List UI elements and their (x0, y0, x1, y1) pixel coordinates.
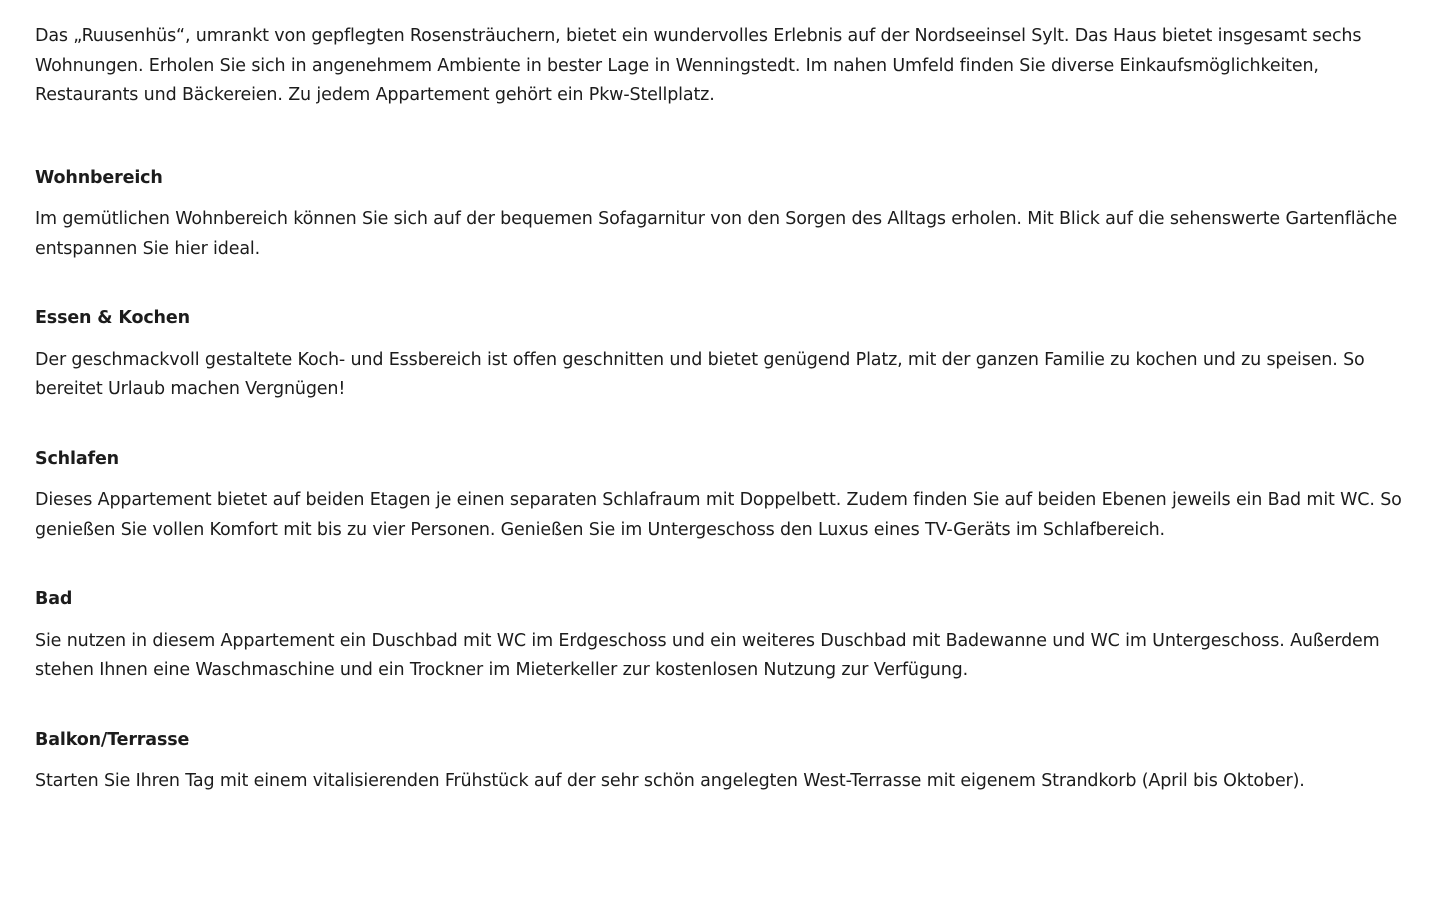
section-heading: Bad (35, 589, 73, 609)
section-wohnbereich (35, 164, 1405, 265)
section-paragraph: Der geschmackvoll gestaltete Koch- und Essbereich ist offen geschnitten und bietet genügend Platz, mit der ganzen Familie zu kochen und zu speisen. So bereitet Urlaub machen Vergnügen! (35, 349, 1365, 399)
section-heading: Essen & Kochen (35, 308, 190, 328)
section-bad (35, 585, 1405, 686)
intro-paragraph: Das „Ruusenhüs“, umrankt von gepflegten Rosensträuchern, bietet ein wundervolles Erlebnis auf der Nordseeinsel Sylt. Das Haus bietet insgesamt sechs Wohnungen. Erholen Sie sich in angenehmem Ambiente in bester Lage in Wenningstedt. Im nahen Umfeld finden Sie diverse Einkaufsmöglichkeiten, Restaurants und Bäckereien. Zu jedem Appartement gehört ein Pkw-Stellplatz. (35, 26, 1362, 105)
section-schlafen (35, 445, 1405, 546)
section-paragraph: Starten Sie Ihren Tag mit einem vitalisierenden Frühstück auf der sehr schön angelegten West-Terrasse mit eigenem Strandkorb (April bis Oktober). (35, 771, 1305, 791)
section-heading: Schlafen (35, 448, 119, 469)
section-balkon-terrasse (35, 726, 1405, 797)
section-heading: Balkon/Terrasse (35, 729, 190, 750)
section-heading: Wohnbereich (35, 167, 163, 188)
section-paragraph: Dieses Appartement bietet auf beiden Etagen je einen separaten Schlafraum mit Doppelbett. Zudem finden Sie auf beiden Ebenen jeweils ein Bad mit WC. So genießen Sie vollen Komfort mit bis zu vier Personen. Genießen Sie im Untergeschoss den Luxus eines TV-Geräts im Schlafbereich. (35, 490, 1402, 540)
section-paragraph: Sie nutzen in diesem Appartement ein Duschbad mit WC im Erdgeschoss und ein weiteres Duschbad mit Badewanne und WC im Untergeschoss. Außerdem stehen Ihnen eine Waschmaschine und ein Trockner im Mieterkeller zur kostenlosen Nutzung zur Verfügung. (35, 630, 1380, 680)
section-essen-kochen (35, 304, 1405, 405)
section-paragraph: Im gemütlichen Wohnbereich können Sie sich auf der bequemen Sofagarnitur von den Sorgen des Alltags erholen. Mit Blick auf die sehenswerte Gartenfläche entspannen Sie hier ideal. (35, 209, 1398, 259)
